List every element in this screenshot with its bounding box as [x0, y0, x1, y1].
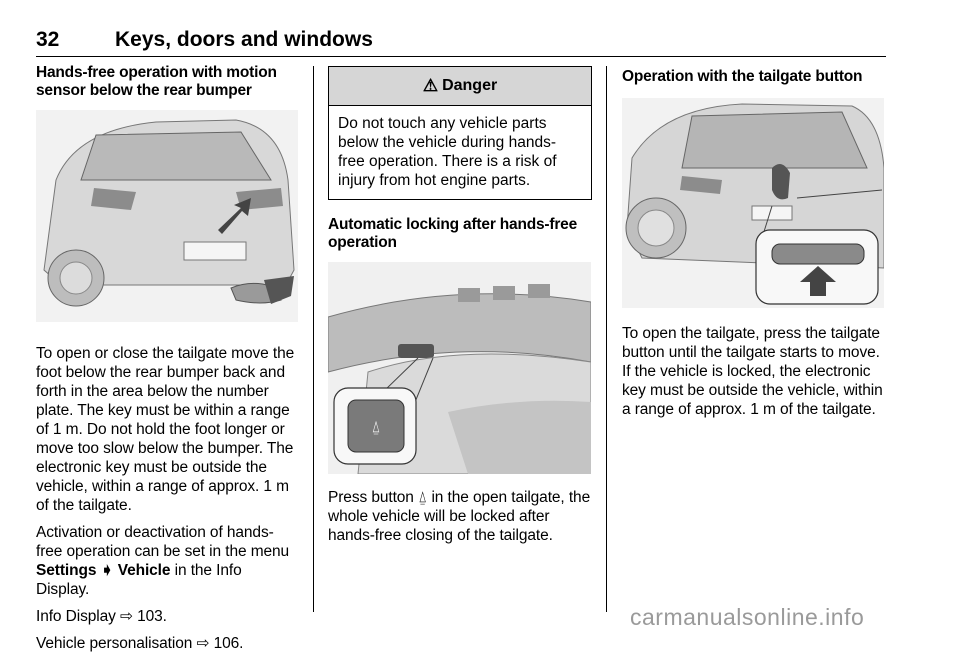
- paragraph-auto-locking: [328, 488, 592, 545]
- danger-text: Do not touch any vehicle parts below the vehicle during hands-free operation. There is a risk of injury from hot engine parts.: [338, 115, 557, 189]
- activation-text: Activation or deactivation of hands-free operation can be set in the menu: [36, 524, 290, 560]
- section-heading-auto-locking: Automatic locking after hands-free operation: [328, 216, 577, 251]
- column-1: [36, 64, 298, 653]
- lock-button-icon: ⍙: [418, 489, 428, 506]
- watermark: carmanualsonline.info: [630, 604, 865, 630]
- activation-end: in the Info Display.: [36, 562, 242, 598]
- ref-vehicle-page: 106.: [209, 635, 244, 652]
- danger-header: [329, 67, 591, 106]
- column-divider: [606, 66, 607, 612]
- page-header: [36, 26, 886, 57]
- menu-vehicle: Vehicle: [117, 562, 171, 579]
- column-2: [328, 66, 592, 545]
- illustration-tailgate-lock-button: [328, 262, 591, 474]
- danger-notice: [328, 66, 592, 200]
- paragraph-tailgate-button: To open the tailgate, press the tailgate button until the tailgate starts to move. If the vehicle is locked, the electronic key must be outside the vehicle, within a range of approx. 1 m of the tailgate.: [622, 325, 883, 418]
- ref-vehicle-text: Vehicle personalisation: [36, 635, 197, 652]
- chapter-title: Keys, doors and windows: [115, 28, 373, 51]
- svg-text:⍙: ⍙: [371, 417, 381, 436]
- menu-arrow-icon: ➧: [100, 562, 114, 579]
- column-3: [622, 64, 887, 419]
- illustration-tailgate-button: [622, 98, 884, 308]
- warning-triangle-icon: ⚠: [422, 76, 439, 95]
- ref-info-page: 103.: [132, 608, 167, 625]
- page-number: 32: [36, 28, 60, 51]
- reference-vehicle-personalisation[interactable]: [36, 634, 298, 653]
- reference-info-display[interactable]: [36, 607, 298, 626]
- paragraph-activation: [36, 523, 298, 599]
- illustration-rear-bumper-sensor: [36, 110, 298, 322]
- column-divider: [313, 66, 314, 612]
- section-heading-hands-free: Hands-free operation with motion sensor below the rear bumper: [36, 64, 277, 99]
- page-ref-arrow-icon: ⇨: [196, 635, 210, 652]
- auto-lock-text: in the open tailgate, the whole vehicle will be locked after hands-free closing of the tailgate.: [328, 489, 591, 544]
- danger-title: Danger: [442, 77, 498, 94]
- section-heading-tailgate-button: Operation with the tailgate button: [622, 68, 863, 85]
- menu-settings: Settings: [36, 562, 97, 579]
- ref-info-text: Info Display: [36, 608, 120, 625]
- page-ref-arrow-icon: ⇨: [120, 608, 133, 625]
- press-button-text: Press button: [328, 489, 419, 506]
- paragraph-hands-free-instructions: To open or close the tailgate move the foot below the rear bumper back and forth in the area below the number plate. The key must be within a range of 1 m. Do not hold the foot longer or move too slow below the bumper. The electronic key must be outside the vehicle, within a range of approx. 1 m of the tailgate.: [36, 345, 295, 514]
